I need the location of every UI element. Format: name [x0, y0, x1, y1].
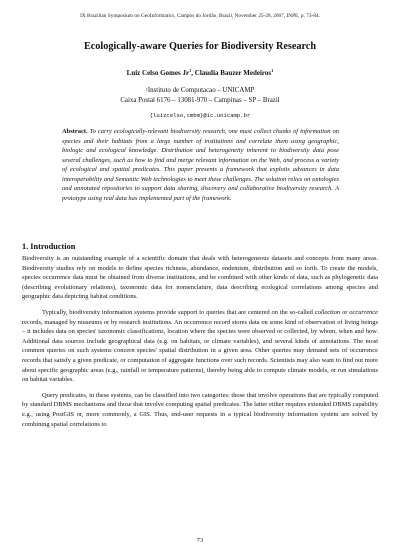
affiliation-block [0, 86, 400, 106]
paragraph: Typically, biodiversity information systems provide support to queries that are centered on the so-called collection or occurrence records, managed by museums or by research institutions. An occurrence record stores data on some kind of observation of living beings – it includes data on species' taxonomic classifications, location where the species were observed or collected, by whom, when and how. Additional data sources include geographical data (e.g. on habitats, or climate variables), and several kinds of annotations. The most common queries on such systems concern species' spatial distribution in a given area. Other queries may demand sets of occurrence records that satisfy a given predicate, or computation of aggregate functions over such records. Scientists may also want to find out more about specific geographic areas (e.g., rainfall or temperature patterns), thereby being able to compute climate models, or run simulations on habitat variables. [22, 308, 378, 384]
section-heading: 1. Introduction [22, 242, 76, 251]
affiliation-address: Caixa Postal 6176 – 13081-970 – Campinas – SP – Brazil [120, 97, 280, 104]
emphasis-term: occurrence [349, 308, 378, 316]
author-separator: , [191, 69, 195, 77]
author-name: Luiz Celso Gomes Jr [126, 69, 190, 77]
author-list [0, 69, 400, 77]
abstract-label: Abstract. [62, 128, 88, 135]
page-number: 73 [196, 537, 204, 544]
paper-title: Ecologically-aware Queries for Biodiversity Research [83, 41, 316, 52]
affiliation-mark: 1 [145, 87, 148, 92]
abstract [62, 127, 339, 203]
conference-header: IX Brazilian Symposium on GeoInformatics, Campos do Jordão, Brazil, November 25-28, 2007, INPE, p. 73-84. [80, 13, 320, 19]
affiliation-institute: $^1$Instituto de Computacao – UNICAMP [145, 87, 255, 94]
author-affiliation-mark: 1 [189, 68, 192, 73]
paragraph: Query predicates, in these systems, can be classified into two categories: those that involve operations that are typically computed by standard DBMS mechanisms and those that involve computing spatial predicates. The latter either requires extended DBMS capability e.g., using PostGIS or, more commonly, a GIS. Thus, end-user requests in a typical biodiversity information system are solved by combining spatial correlations to [22, 391, 378, 428]
section-body [22, 254, 378, 435]
paragraph: Biodiversity is an outstanding example of a scientific domain that deals with heterogeneous datasets and concepts from many areas. Biodiversity studies rely on models to define species richness, abundance, endemism, distribution and so forth. To create the models, species occurrence data must be obtained from diverse institutions, and be combined with other kinds of data, such as phylogenetic data (describing evolutionary relations), taxonomic data for nomenclature, data describing ecological correlations among species and geographic data depicting habitat conditions. [22, 255, 378, 301]
author-name: Claudia Bauzer Medeiros [194, 69, 272, 77]
author-affiliation-mark: 1 [271, 68, 274, 73]
abstract-text: To carry ecologically-relevant biodiversity research, one must collect chunks of information on species and their habitats from a large number of institutions and correlate them using geographic, biologic and ecological knowledge. Distribution and heterogeneity inherent to biodiversity data pose several challenges, such as how to find and merge relevant information on the Web, and process a variety of ecological and spatial predicates. This paper presents a framework that exploits advances in data interoperability and Semantic Web technologies to meet these challenges. The solution relies on ontologies and annotated repositories to support data sharing, discovery and collaborative biodiversity research. A prototype using real data has implemented part of the framework. [62, 128, 340, 202]
emphasis-term: collection [314, 308, 341, 316]
author-email: {luizcelso,cmbm}@ic.unicamp.br [149, 112, 251, 119]
